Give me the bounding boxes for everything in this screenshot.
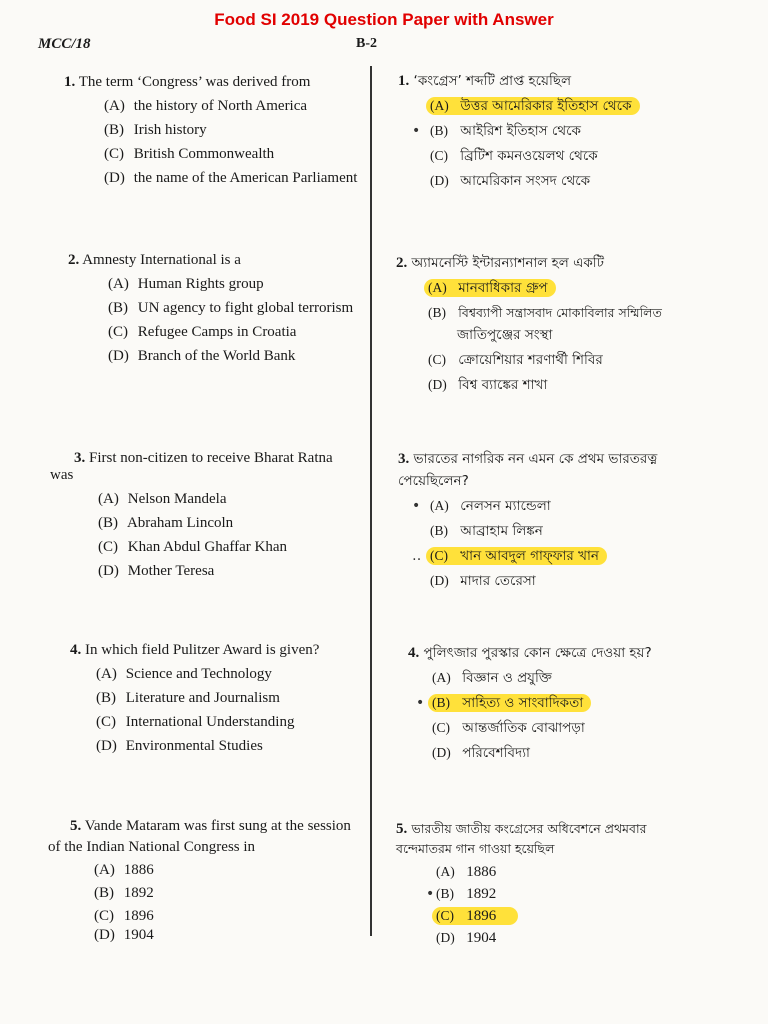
- question-2-bengali: 2. অ্যামনেস্টি ইন্টারন্যাশনাল হল একটি (A) মানবাধিকার গ্রুপ (B) বিশ্বব্যাপী সন্ত্রাসবাদ মোকাবিলার সম্মিলিত জাতিপুঞ্জের সংস্থা (C) ক্রোয়েশিয়ার শরণার্থী শিবির (D) বিশ্ব ব্যাঙ্কের শাখা: [396, 252, 746, 396]
- option-b-correct: [408, 692, 748, 714]
- question-2-english: 2. Amnesty International is a (A) Human Rights group (B) UN agency to fight global terrorism (C) Refugee Camps in Croatia (D) Branch of the World Bank: [68, 250, 368, 367]
- tick-mark: •: [416, 695, 425, 711]
- option-a: (A) বিজ্ঞান ও প্রযুক্তি: [432, 670, 552, 686]
- tick-mark: •: [426, 886, 435, 902]
- question-number: 1.: [64, 74, 76, 90]
- option-b: (B) Literature and Journalism: [96, 690, 280, 706]
- option-a-correct: [398, 95, 738, 117]
- option-c: (C) ব্রিটিশ কমনওয়েলথ থেকে: [430, 148, 598, 164]
- option-d: (D) the name of the American Parliament: [104, 170, 358, 186]
- option-c-correct: [398, 545, 738, 567]
- option-a: • (A) নেলসন ম্যান্ডেলা: [398, 495, 738, 517]
- question-3-bengali: 3. ভারতের নাগরিক নন এমন কে প্রথম ভারতরত্ন পেয়েছিলেন? • (A) নেলসন ম্যান্ডেলা (B) আব্রাহাম লিঙ্কন ‥ (C) খান আবদুল গাফ্‌ফার খান (D) মাদার তেরেসা: [398, 448, 738, 592]
- option-b: (B) UN agency to fight global terrorism: [108, 300, 354, 316]
- option-a: (A) 1886: [436, 864, 497, 880]
- option-c: (C) British Commonwealth: [104, 146, 275, 162]
- question-stem: In which field Pulitzer Award is given?: [85, 642, 320, 658]
- option-d: (D) বিশ্ব ব্যাঙ্কের শাখা: [428, 377, 548, 393]
- option-d: (D) Mother Teresa: [98, 563, 215, 579]
- answer-highlight: (C) খান আবদুল গাফ্‌ফার খান: [426, 547, 607, 565]
- option-c: (C) আন্তর্জাতিক বোঝাপড়া: [432, 720, 585, 736]
- page-banner-title: Food SI 2019 Question Paper with Answer: [214, 10, 554, 29]
- question-stem-cont: was: [50, 467, 74, 483]
- option-d: (D) পরিবেশবিদ্যা: [432, 745, 530, 761]
- question-1-english: [64, 72, 364, 189]
- option-c: (C) International Understanding: [96, 714, 295, 730]
- option-c: (C) Khan Abdul Ghaffar Khan: [98, 539, 288, 555]
- question-stem: অ্যামনেস্টি ইন্টারন্যাশনাল হল একটি: [411, 255, 605, 271]
- option-b: (B) 1892: [94, 885, 154, 901]
- option-a: (A) Nelson Mandela: [98, 491, 227, 507]
- tick-mark: ‥: [412, 548, 422, 564]
- question-stem: পুলিৎজার পুরস্কার কোন ক্ষেত্রে দেওয়া হয়?: [423, 645, 652, 661]
- answer-highlight: (B) সাহিত্য ও সাংবাদিকতা: [428, 694, 591, 712]
- option-c-correct: [396, 905, 746, 927]
- question-4-bengali: 4. পুলিৎজার পুরস্কার কোন ক্ষেত্রে দেওয়া হয়? (A) বিজ্ঞান ও প্রযুক্তি • (B) সাহিত্য ও সাংবাদিকতা (C) আন্তর্জাতিক বোঝাপড়া (D) পরিবেশবিদ্যা: [408, 642, 748, 764]
- question-4-english: 4. In which field Pulitzer Award is given? (A) Science and Technology (B) Literature and Journalism (C) International Understanding (D) Environmental Studies: [70, 640, 370, 757]
- option-d: (D) আমেরিকান সংসদ থেকে: [430, 173, 591, 189]
- answer-highlight: (A) উত্তর আমেরিকার ইতিহাস থেকে: [426, 97, 640, 115]
- question-stem-cont: পেয়েছিলেন?: [398, 473, 469, 489]
- option-a: (A) Science and Technology: [96, 666, 272, 682]
- question-3-english: 3. First non-citizen to receive Bharat Ratna was (A) Nelson Mandela (B) Abraham Lincoln (C) Khan Abdul Ghaffar Khan (D) Mother Teresa: [50, 448, 370, 582]
- option-d: (D) Branch of the World Bank: [108, 348, 296, 364]
- question-stem: ভারতের নাগরিক নন এমন কে প্রথম ভারতরত্ন: [413, 451, 658, 467]
- question-stem-cont: বন্দেমাতরম গান গাওয়া হয়েছিল: [396, 841, 555, 856]
- option-a: (A) Human Rights group: [108, 276, 264, 292]
- option-b: (B) Abraham Lincoln: [98, 515, 234, 531]
- question-stem: The term ‘Congress’ was derived from: [78, 74, 311, 90]
- option-a-correct: [396, 277, 746, 299]
- question-stem: ভারতীয় জাতীয় কংগ্রেসের অধিবেশনে প্রথমবার: [411, 821, 647, 836]
- question-stem: Vande Mataram was first sung at the session: [84, 818, 351, 834]
- option-d: (D) 1904: [436, 930, 497, 946]
- option-c: (C) Refugee Camps in Croatia: [108, 324, 297, 340]
- option-c: (C) ক্রোয়েশিয়ার শরণার্থী শিবির: [428, 352, 603, 368]
- answer-highlight: (C) 1896: [432, 907, 518, 925]
- option-b: (B) Irish history: [104, 122, 207, 138]
- question-stem: Amnesty International is a: [82, 252, 241, 268]
- answer-highlight: (A) মানবাধিকার গ্রুপ: [424, 279, 556, 297]
- option-b: (B) বিশ্বব্যাপী সন্ত্রাসবাদ মোকাবিলার সম্মিলিত: [428, 305, 662, 320]
- column-divider: [370, 66, 372, 936]
- page-number: B-2: [356, 36, 377, 51]
- question-5-bengali: 5. ভারতীয় জাতীয় কংগ্রেসের অধিবেশনে প্রথমবার বন্দেমাতরম গান গাওয়া হয়েছিল (A) 1886 • (B) 1892 (C) 1896 (D) 1904: [396, 818, 746, 949]
- question-5-english: 5. Vande Mataram was first sung at the session of the Indian National Congress in (A) 1886 (B) 1892 (C) 1896 (D) 1904: [48, 816, 370, 946]
- paper-code: MCC/18: [38, 36, 91, 52]
- option-d: (D) মাদার তেরেসা: [430, 573, 536, 589]
- option-d: (D) 1904: [94, 927, 154, 943]
- option-c: (C) 1896: [94, 908, 154, 924]
- question-1-bengali: 1. ‘কংগ্রেস’ শব্দটি প্রাপ্ত হয়েছিল (A) উত্তর আমেরিকার ইতিহাস থেকে • (B) আইরিশ ইতিহাস থেকে (C) ব্রিটিশ কমনওয়েলথ থেকে (D) আমেরিকান সংসদ থেকে: [398, 70, 738, 192]
- option-d: (D) Environmental Studies: [96, 738, 263, 754]
- tick-mark: •: [412, 123, 421, 139]
- option-b-cont: জাতিপুঞ্জের সংস্থা: [457, 327, 553, 343]
- option-a: (A) the history of North America: [104, 98, 308, 114]
- question-stem: ‘কংগ্রেস’ শব্দটি প্রাপ্ত হয়েছিল: [413, 73, 572, 89]
- question-stem-cont: of the Indian National Congress in: [48, 839, 256, 855]
- option-b: • (B) 1892: [396, 883, 746, 905]
- option-a: (A) 1886: [94, 862, 154, 878]
- tick-mark: •: [412, 498, 421, 514]
- option-b: • (B) আইরিশ ইতিহাস থেকে: [398, 120, 738, 142]
- option-b: (B) আব্রাহাম লিঙ্কন: [430, 523, 543, 539]
- question-stem: First non-citizen to receive Bharat Ratna: [89, 450, 333, 466]
